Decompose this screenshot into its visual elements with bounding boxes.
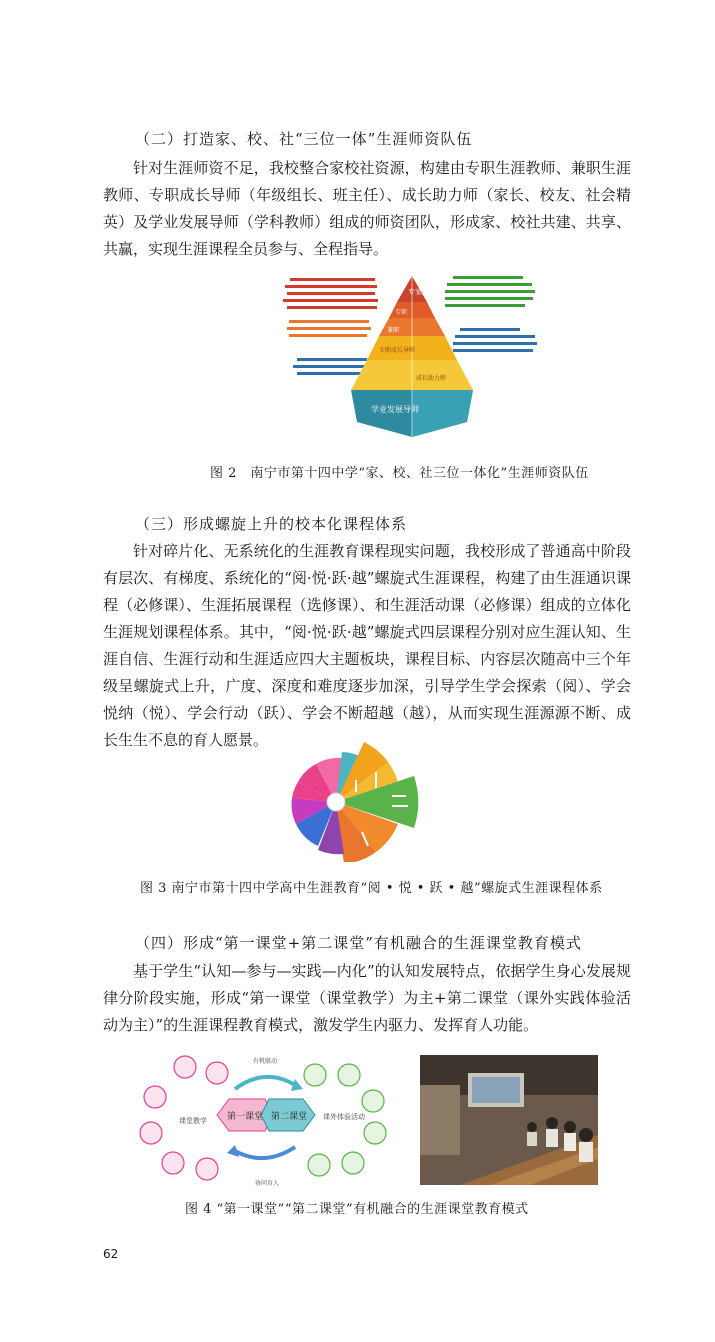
page-number: 62 — [103, 1247, 119, 1261]
spiral-graphic — [288, 722, 428, 862]
classroom-diagram — [135, 1055, 410, 1190]
pyramid-right-notes — [445, 276, 537, 352]
pyramid-graphic — [275, 272, 550, 442]
first-class-label: 第一课堂 — [227, 1112, 264, 1122]
linkage-label: 有机联动 — [253, 1058, 278, 1065]
pyramid-label-academic: 学业发展导师 — [371, 405, 419, 414]
collaboration-label: 协同育人 — [255, 1180, 280, 1187]
figure3-caption: 图 3 南宁市第十四中学高中生涯教育“阅 • 悦 • 跃 • 越”螺旋式生涯课程体系 — [140, 881, 603, 896]
figure4-photo — [420, 1055, 598, 1185]
section3-paragraph: 针对碎片化、无系统化的生涯教育课程现实问题，我校形成了普通高中阶段有层次、有梯度、系统化的“阅·悦·跃·越”螺旋式生涯课程，构建了由生涯通识课程（必修课）、生涯拓展课程（选修课）、和生涯活动课（必修课）组成的立体化生涯规划课程体系。其中，“阅·悦·跃·越”螺旋式四层课程分别对应生涯认知、生涯自信、生涯行动和生涯适应四大主题板块，课程目标、内容层次随高中三个年级呈螺旋式上升，广度、深度和难度逐步加深，引导学生学会探索（阅）、学会悦纳（悦）、学会行动（跃）、学会不断超越（越），从而实现生涯源源不断、成长生生不息的育人愿景。 — [103, 542, 631, 749]
pyramid-label-expert: 专家 — [408, 288, 422, 296]
figure2-caption: 图 2 南宁市第十四中学“家、校、社三位一体化”生涯师资队伍 — [210, 466, 589, 481]
section3-heading: （三）形成螺旋上升的校本化课程体系 — [135, 515, 408, 533]
second-class-label: 第二课堂 — [271, 1112, 308, 1122]
section2-heading: （二）打造家、校、社“三位一体”生涯师资队伍 — [135, 130, 473, 148]
classroom-teaching-label: 课堂教学 — [179, 1117, 207, 1125]
pyramid-left-notes — [283, 278, 378, 375]
outside-activity-label: 课外体验活动 — [323, 1113, 365, 1121]
classroom-photo — [420, 1055, 598, 1185]
pyramid-label-parttime: 兼职 — [387, 327, 400, 334]
section4-heading: （四）形成“第一课堂+第二课堂”有机融合的生涯课堂教育模式 — [135, 934, 582, 952]
pyramid-label-mentor: 专职成长导师 — [379, 347, 416, 354]
figure4-diagram — [135, 1055, 410, 1190]
figure3-spiral — [288, 722, 428, 862]
section4-paragraph: 基于学生“认知—参与—实践—内化”的认知发展特点，依据学生身心发展规律分阶段实施，形成“第一课堂（课堂教学）为主+第二课堂（课外实践体验活动为主）”的生涯课程教育模式，激发学生内驱力、发挥育人功能。 — [103, 962, 631, 1034]
pyramid-label-helper: 成长助力师 — [416, 375, 447, 382]
figure4-caption: 图 4 “第一课堂”“第二课堂”有机融合的生涯课堂教育模式 — [185, 1202, 529, 1217]
figure2-pyramid — [275, 272, 550, 442]
section2-paragraph: 针对生涯师资不足，我校整合家校社资源，构建由专职生涯教师、兼职生涯教师、专职成长导师（年级组长、班主任）、成长助力师（家长、校友、社会精英）及学业发展导师（学科教师）组成的师资团队，形成家、校社共建、共享、共赢，实现生涯课程全员参与、全程指导。 — [103, 159, 631, 258]
pyramid-label-fulltime: 专职 — [395, 309, 408, 316]
